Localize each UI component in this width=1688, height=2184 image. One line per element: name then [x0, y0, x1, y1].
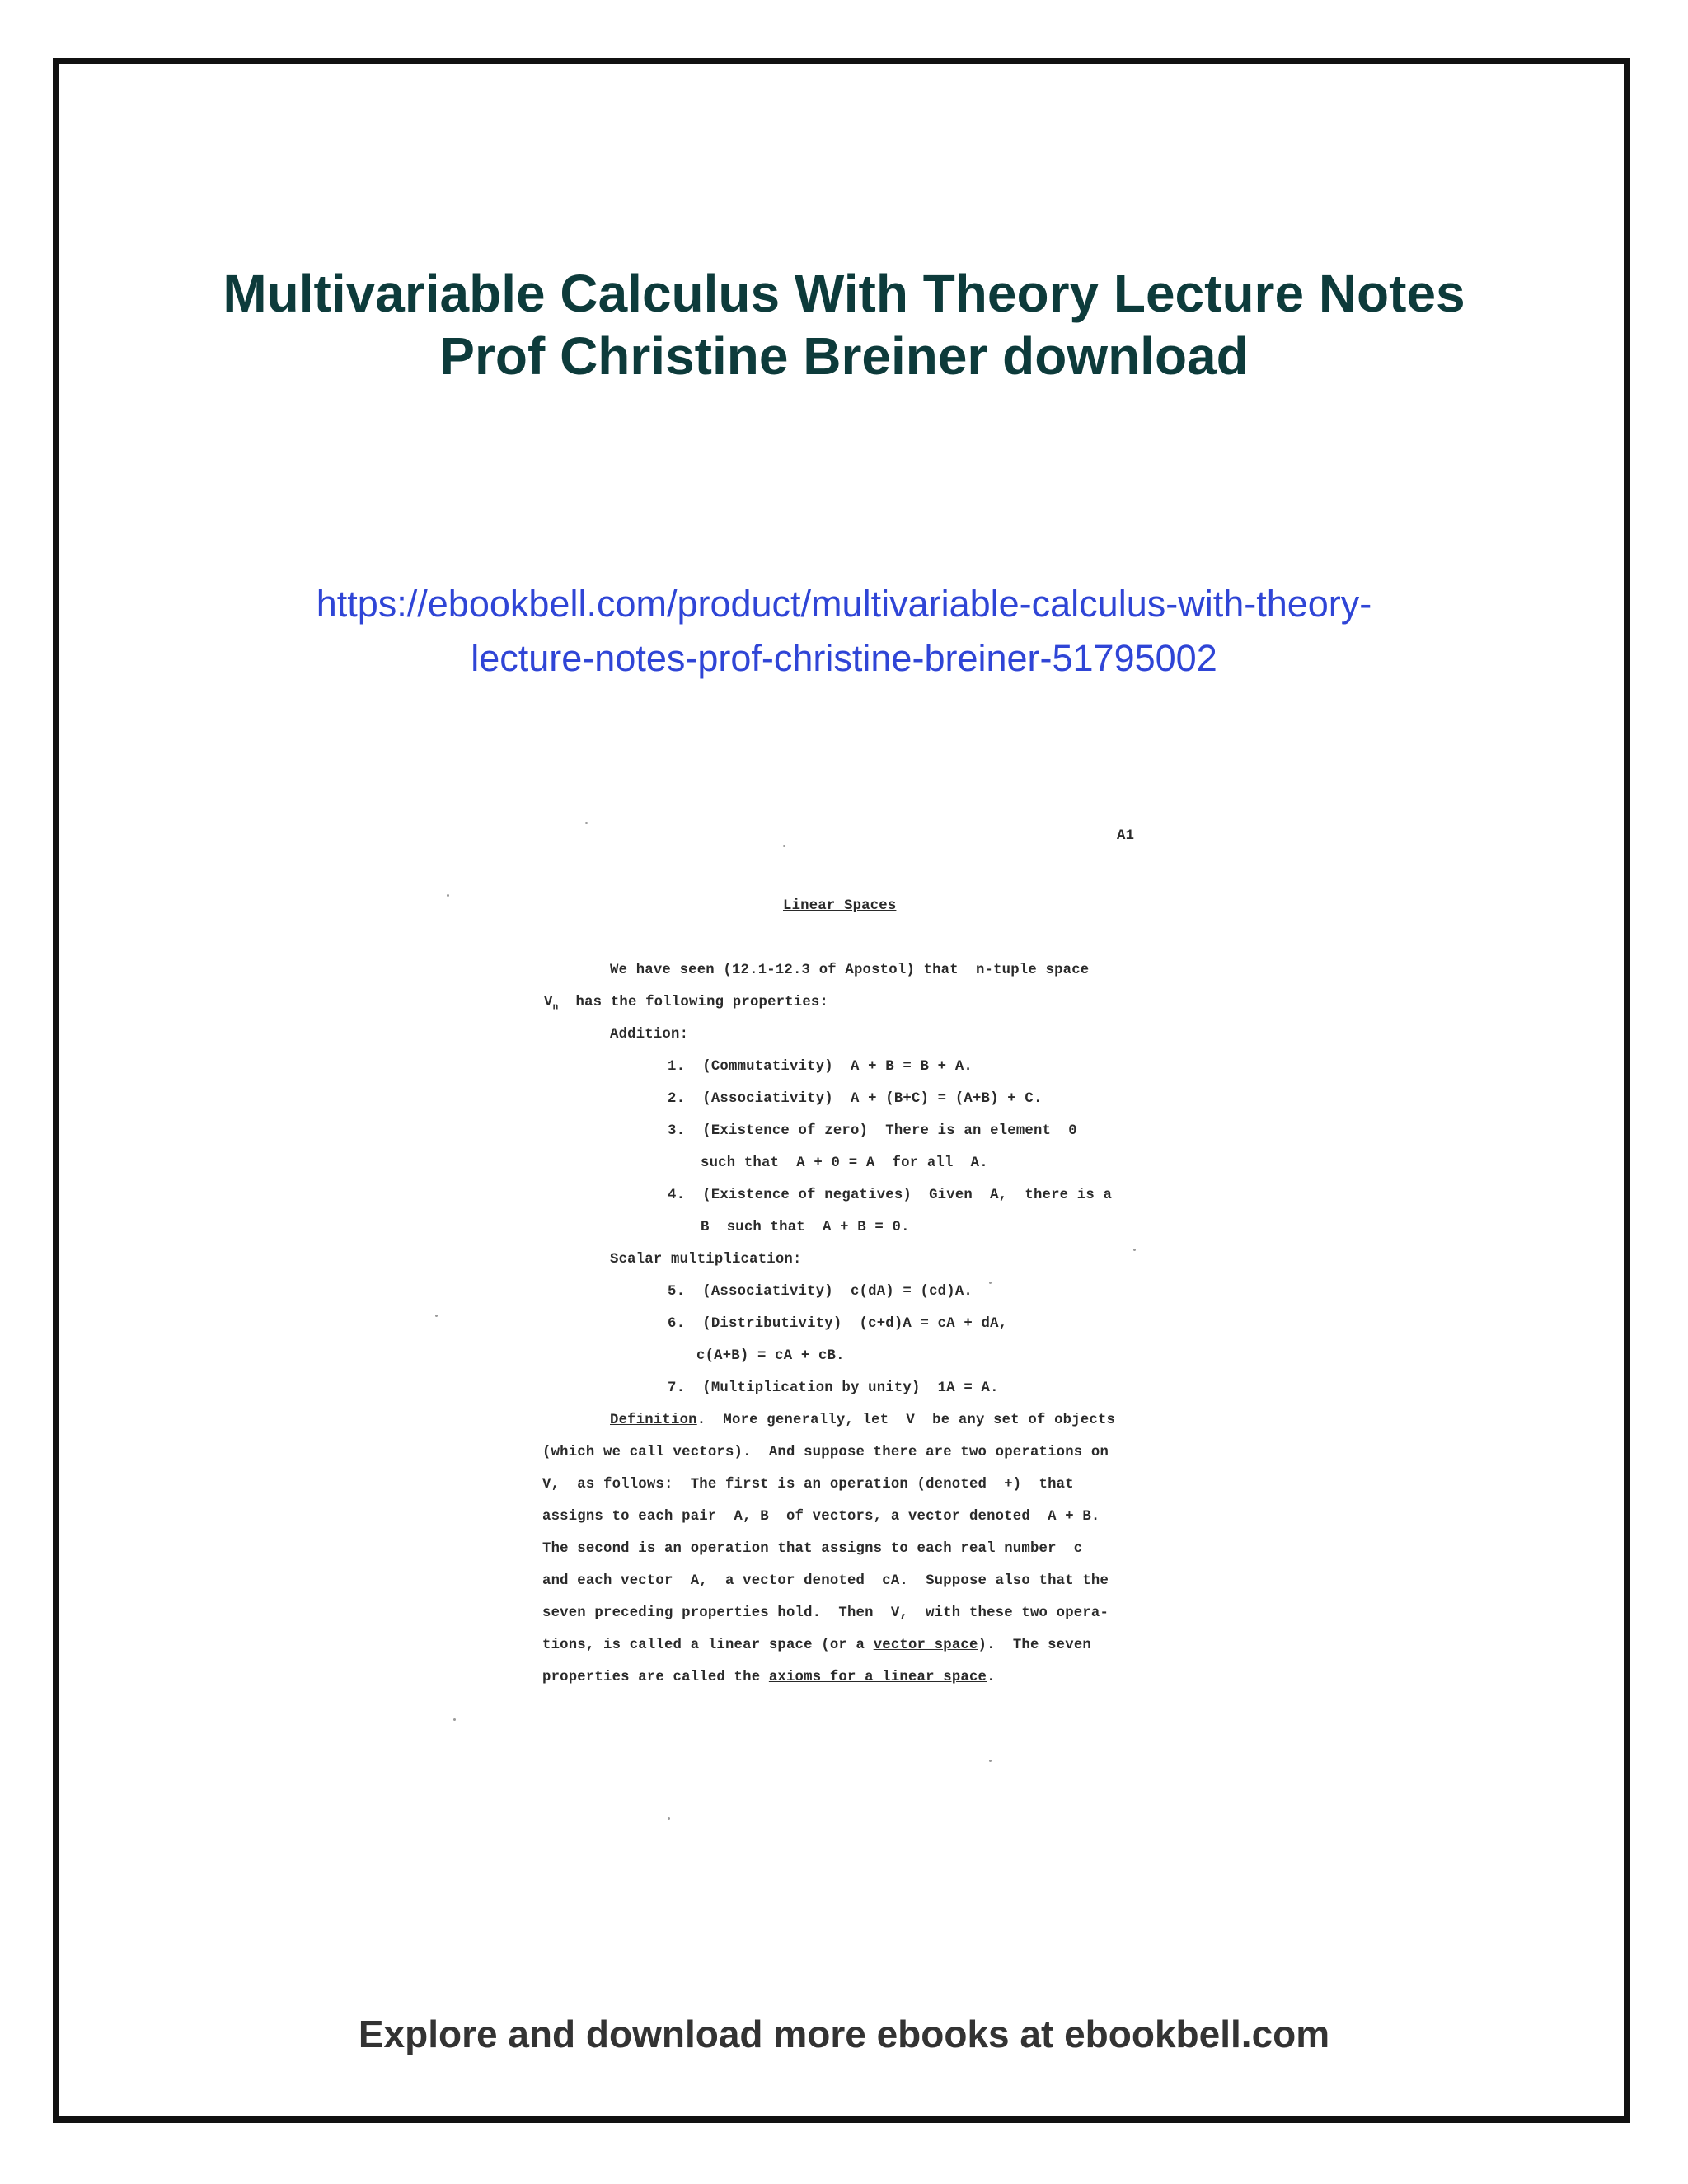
property-1: 1. (Commutativity) A + B = B + A. [668, 1059, 973, 1075]
property-6b: c(A+B) = cA + cB. [696, 1348, 845, 1364]
scan-speck [783, 845, 785, 847]
definition-line-5: The second is an operation that assigns to each real number c [542, 1541, 1083, 1557]
page-label: A1 [1117, 828, 1135, 844]
definition-line-8: tions, is called a linear space (or a vector space). The seven [542, 1638, 1091, 1653]
addition-heading: Addition: [610, 1027, 689, 1043]
scan-speck [668, 1817, 670, 1820]
property-3b: such that A + 0 = A for all A. [701, 1155, 988, 1171]
link-line-1[interactable]: https://ebookbell.com/product/multivariable-calculus-with-theory- [316, 583, 1372, 625]
property-2: 2. (Associativity) A + (B+C) = (A+B) + C. [668, 1091, 1043, 1107]
property-4b: B such that A + B = 0. [701, 1220, 910, 1235]
definition-line-7: seven preceding properties hold. Then V, with these two opera- [542, 1605, 1109, 1621]
scan-speck [453, 1718, 456, 1721]
property-5: 5. (Associativity) c(dA) = (cd)A. [668, 1284, 973, 1300]
definition-line-9: properties are called the axioms for a linear space. [542, 1670, 996, 1685]
definition-line-2: (which we call vectors). And suppose there are two operations on [542, 1445, 1109, 1460]
definition-line-4: assigns to each pair A, B of vectors, a vector denoted A + B. [542, 1509, 1100, 1525]
scalar-heading: Scalar multiplication: [610, 1252, 802, 1268]
intro-line-1: We have seen (12.1-12.3 of Apostol) that n-tuple space [610, 963, 1090, 978]
intro-line-2: $V_n$ has the following properties: [544, 995, 829, 1013]
definition-line-6: and each vector A, a vector denoted cA. Suppose also that the [542, 1573, 1109, 1589]
definition-line-1: Definition. More generally, let V be any set of objects [610, 1413, 1116, 1428]
scan-speck [447, 894, 449, 897]
footer-text: Explore and download more ebooks at ebookbell.com [358, 2013, 1330, 2055]
title-line-2: Prof Christine Breiner download [439, 326, 1249, 386]
property-7: 7. (Multiplication by unity) 1A = A. [668, 1380, 999, 1396]
property-6a: 6. (Distributivity) (c+d)A = cA + dA, [668, 1316, 1008, 1332]
scan-speck [989, 1760, 992, 1762]
scan-speck [1133, 1249, 1136, 1251]
scanned-page-excerpt [445, 820, 1236, 1760]
scan-speck [585, 822, 588, 824]
link-line-2[interactable]: lecture-notes-prof-christine-breiner-51795002 [471, 637, 1217, 679]
property-4a: 4. (Existence of negatives) Given A, there is a [668, 1188, 1113, 1203]
property-3a: 3. (Existence of zero) There is an element 0 [668, 1123, 1077, 1139]
title-line-1: Multivariable Calculus With Theory Lecture Notes [223, 264, 1465, 323]
section-heading: Linear Spaces [783, 898, 897, 914]
scan-speck [989, 1282, 992, 1284]
definition-line-3: V, as follows: The first is an operation (denoted +) that [542, 1477, 1074, 1493]
page-title [124, 262, 1564, 387]
product-link[interactable] [165, 577, 1523, 686]
scan-speck [435, 1315, 438, 1317]
